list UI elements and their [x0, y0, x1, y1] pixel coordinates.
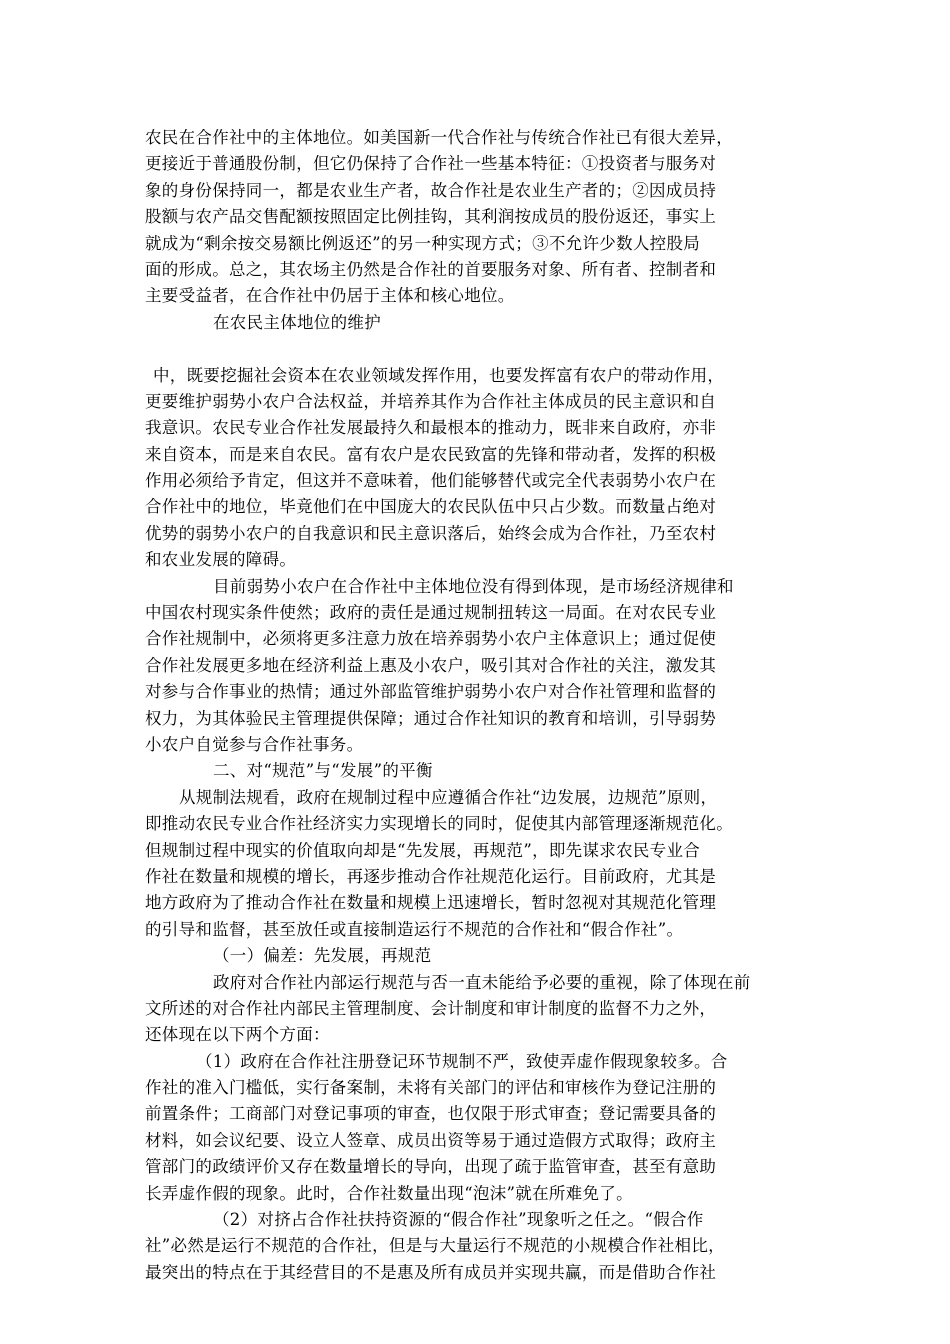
- text-line: 最突出的特点在于其经营目的不是惠及所有成员并实现共赢，而是借助合作社: [145, 1262, 717, 1282]
- text-line: 文所述的对合作社内部民主管理制度、会计制度和审计制度的监督不力之外，: [145, 998, 717, 1018]
- text-line: 作用必须给予肯定，但这并不意味着，他们能够替代或完全代表弱势小农户在: [145, 471, 717, 491]
- text-line: 从规制法规看，政府在规制过程中应遵循合作社“边发展，边规范”原则，: [179, 787, 718, 807]
- text-line: 我意识。农民专业合作社发展最持久和最根本的推动力，既非来自政府，亦非: [145, 418, 717, 438]
- text-line: 长弄虚作假的现象。此时，合作社数量出现“泡沫”就在所难免了。: [145, 1183, 633, 1203]
- text-line: 中，既要挖掘社会资本在农业领域发挥作用，也要发挥富有农户的带动作用，: [153, 365, 725, 385]
- text-line: 政府对合作社内部运行规范与否一直未能给予必要的重视，除了体现在前: [213, 972, 751, 992]
- text-line: 目前弱势小农户在合作社中主体地位没有得到体现，是市场经济规律和: [213, 576, 734, 596]
- text-line: 面的形成。总之，其农场主仍然是合作社的首要服务对象、所有者、控制者和: [145, 259, 717, 279]
- text-line: 二、对“规范”与“发展”的平衡: [213, 761, 433, 781]
- document-page: [145, 125, 811, 1286]
- text-line: 还体现在以下两个方面：: [145, 1025, 330, 1045]
- text-line: 合作社中的地位，毕竟他们在中国庞大的农民队伍中只占少数。而数量占绝对: [145, 497, 717, 517]
- text-line: 就成为“剩余按交易额比例返还”的另一种实现方式；③不允许少数人控股局: [145, 233, 701, 253]
- text-line: 主要受益者，在合作社中仍居于主体和核心地位。: [145, 286, 515, 306]
- text-line: 中国农村现实条件使然；政府的责任是通过规制扭转这一局面。在对农民专业: [145, 603, 717, 623]
- blank-line: [145, 336, 811, 362]
- text-line: 合作社发展更多地在经济利益上惠及小农户，吸引其对合作社的关注，激发其: [145, 655, 717, 675]
- text-line: 权力，为其体验民主管理提供保障；通过合作社知识的教育和培训，引导弱势: [145, 708, 717, 728]
- text-line: （一）偏差：先发展，再规范: [213, 946, 432, 966]
- text-line: 作社在数量和规模的增长，再逐步推动合作社规范化运行。目前政府，尤其是: [145, 866, 717, 886]
- text-line: 在农民主体地位的维护: [213, 312, 381, 332]
- text-line: 小农户自觉参与合作社事务。: [145, 734, 364, 754]
- text-line: 股额与农产品交售配额按照固定比例挂钩，其利润按成员的股份返还，事实上: [145, 207, 717, 227]
- text-line: （2）对挤占合作社扶持资源的“假合作社”现象听之任之。“假合作: [213, 1210, 704, 1230]
- text-line: 合作社规制中，必须将更多注意力放在培养弱势小农户主体意识上；通过促使: [145, 629, 717, 649]
- text-line: 更接近于普通股份制，但它仍保持了合作社一些基本特征：①投资者与服务对: [145, 154, 717, 174]
- text-line: （1）政府在合作社注册登记环节规制不严，致使弄虚作假现象较多。合: [196, 1051, 728, 1071]
- text-line: 但规制过程中现实的价值取向却是“先发展，再规范”，即先谋求农民专业合: [145, 840, 701, 860]
- text-line: 来自资本，而是来自农民。富有农户是农民致富的先锋和带动者，发挥的积极: [145, 444, 717, 464]
- text-line: 地方政府为了推动合作社在数量和规模上迅速增长，暂时忽视对其规范化管理: [145, 893, 717, 913]
- text-line: 农民在合作社中的主体地位。如美国新一代合作社与传统合作社已有很大差异，: [145, 128, 733, 147]
- text-line: 更要维护弱势小农户合法权益，并培养其作为合作社主体成员的民主意识和自: [145, 391, 717, 411]
- text-line: 社”必然是运行不规范的合作社，但是与大量运行不规范的小规模合作社相比，: [145, 1236, 725, 1256]
- text-line: 前置条件；工商部门对登记事项的审查，也仅限于形式审查；登记需要具备的: [145, 1104, 717, 1124]
- text-line: 对参与合作事业的热情；通过外部监管维护弱势小农户对合作社管理和监督的: [145, 682, 717, 702]
- text-line: 的引导和监督，甚至放任或直接制造运行不规范的合作社和“假合作社”。: [145, 919, 684, 939]
- text-line: 即推动农民专业合作社经济实力实现增长的同时，促使其内部管理逐渐规范化。: [145, 814, 733, 834]
- text-line: 优势的弱势小农户的自我意识和民主意识落后，始终会成为合作社，乃至农村: [145, 523, 717, 543]
- text-line: 作社的准入门槛低，实行备案制，未将有关部门的评估和审核作为登记注册的: [145, 1078, 717, 1098]
- text-line: 管部门的政绩评价又存在数量增长的导向，出现了疏于监管审查，甚至有意助: [145, 1157, 717, 1177]
- text-line: 和农业发展的障碍。: [145, 550, 297, 570]
- text-line: 象的身份保持同一，都是农业生产者，故合作社是农业生产者的；②因成员持: [145, 180, 717, 200]
- text-line: 材料，如会议纪要、设立人签章、成员出资等易于通过造假方式取得；政府主: [145, 1130, 717, 1150]
